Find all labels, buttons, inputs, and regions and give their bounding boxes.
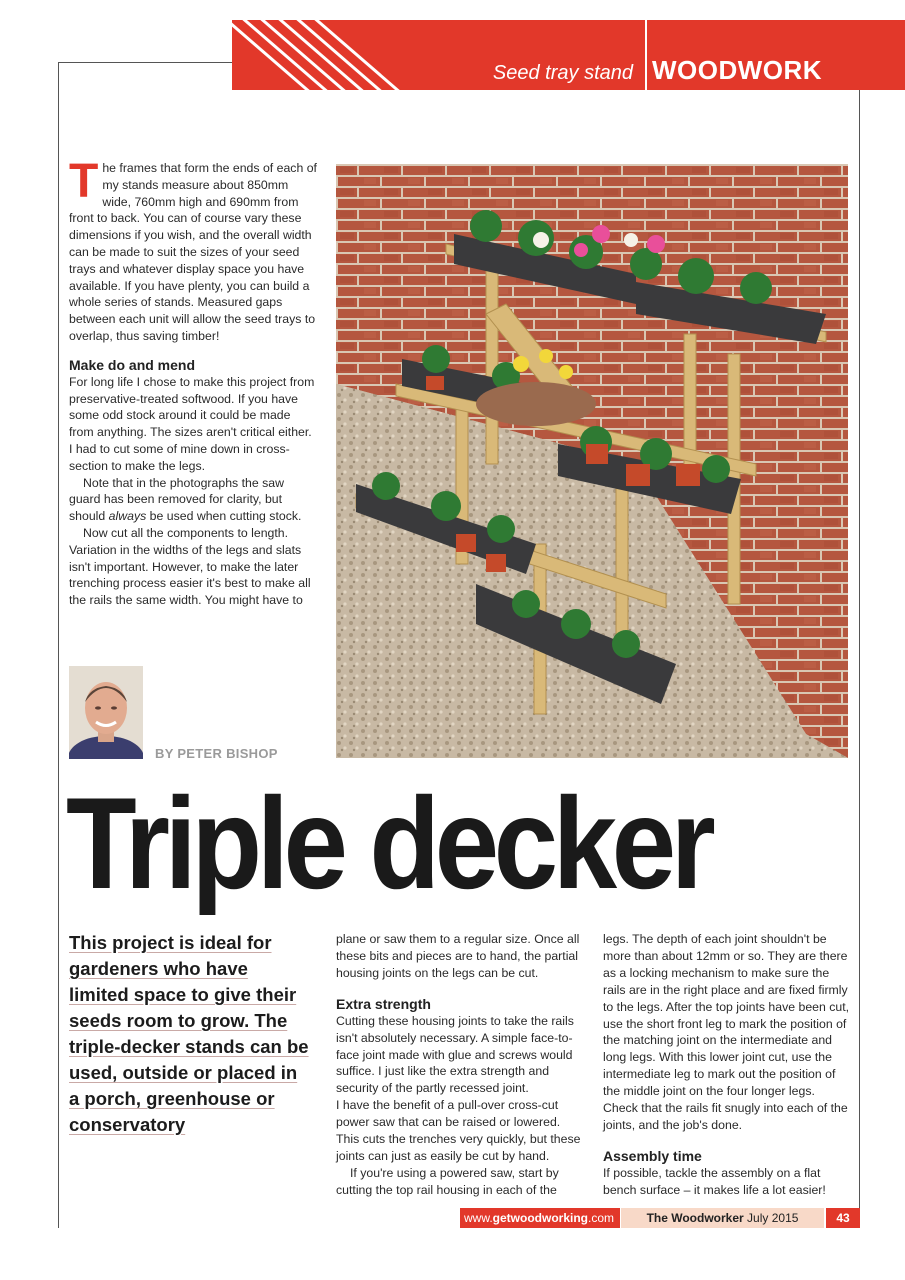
header-divider — [645, 20, 647, 90]
seed-tray-stand-photo — [336, 164, 848, 758]
author-byline: BY PETER BISHOP — [155, 746, 278, 761]
col3-paragraph-1: legs. The depth of each joint shouldn't be more than about 12mm or so. They are there as a locking mechanism to make sure the rails are in the right place and are fixed firmly to the legs. After the top joints have been cut, use the short front leg to mark the position of the matching joint on the intermediate and long legs. With this lower joint cut, use the intermediate leg to mark out the position of the middle joint on the four longer legs. Check that the rails fit snugly into each of the joints, and the job's done. — [603, 932, 850, 1132]
col2-paragraph-2: Cutting these housing joints to take the rails isn't absolutely necessary. A simple face-to-face joint made with glue and screws would suffice. I just like the extra strength and security of the partly recessed joint. — [336, 1013, 574, 1096]
page-number: 43 — [826, 1208, 860, 1228]
footer-url-prefix: www. — [463, 1211, 493, 1225]
author-portrait — [69, 666, 143, 759]
footer-url-bold: getwoodworking — [492, 1211, 588, 1225]
intro-paragraph-4: Now cut all the components to length. Variation in the widths of the legs and slats isn't important. However, to make the later trenching process easier it's best to make all the rails the same width. You might have to — [69, 525, 311, 608]
author-photo — [69, 666, 143, 759]
photo-illustration — [336, 164, 848, 758]
footer-magazine-issue — [621, 1208, 824, 1228]
drop-cap: T — [69, 155, 99, 208]
intro-column — [69, 155, 317, 609]
header-section-title: Seed tray stand — [492, 62, 633, 84]
col2-paragraph-1: plane or saw them to a regular size. Once all these bits and pieces are to hand, the partial housing joints on the legs can be cut. — [336, 932, 580, 980]
header-topic: WOODWORK — [652, 55, 823, 85]
subheading-make-do: Make do and mend — [69, 356, 196, 373]
intro-p3-emphasis: always — [108, 509, 147, 524]
subheading-assembly-time: Assembly time — [603, 1147, 702, 1164]
footer-url-suffix: .com — [587, 1211, 614, 1225]
body-column-3 — [603, 931, 853, 1199]
body-column-2 — [336, 931, 584, 1199]
intro-paragraph-2: For long life I chose to make this project from preservative-treated softwood. If you have some odd stock around it could be made from anything. The sizes aren't critical either. I had to cut some of mine down in cross-section to make the legs. — [69, 374, 315, 473]
intro-paragraph-3 — [69, 475, 317, 525]
footer-issue-date: July 2015 — [747, 1211, 799, 1225]
footer-website-link[interactable] — [460, 1208, 620, 1228]
col3-paragraph-2: If possible, tackle the assembly on a flat bench surface – it makes life a lot easier! — [603, 1165, 826, 1197]
header-stripes — [232, 20, 452, 90]
standfirst: This project is ideal for gardeners who have limited space to give their seeds room to grow. The triple-decker stands can be used, outside or placed in a porch, greenhouse or conservatory — [69, 932, 309, 1135]
col2-paragraph-4: If you're using a powered saw, start by cutting the top rail housing in each of the — [336, 1165, 559, 1197]
intro-p3-after: be used when cutting stock. — [146, 509, 302, 524]
intro-paragraph-1: he frames that form the ends of each of my stands measure about 850mm wide, 760mm high and 690mm from front to back. You can of course vary these dimensions if you wish, and the overall width can be made to suit the sizes of your seed trays and whatever display space you have available. If you have plenty, you can build a whole series of stands. Measured gaps between each unit will allow the seed trays to overlap, thus saving timber! — [69, 161, 317, 343]
article-headline: Triple decker — [66, 770, 711, 916]
footer-magazine-name: The Woodworker — [646, 1211, 744, 1225]
col2-paragraph-3: I have the benefit of a pull-over cross-cut power saw that can be raised or lowered. This cuts the trenches very quickly, but these joints can just as easily be cut by hand. — [336, 1098, 581, 1163]
intro-p3-before: Note that in the photographs the saw guard has been removed for clarity, but should — [69, 475, 284, 524]
subheading-extra-strength: Extra strength — [336, 995, 431, 1012]
